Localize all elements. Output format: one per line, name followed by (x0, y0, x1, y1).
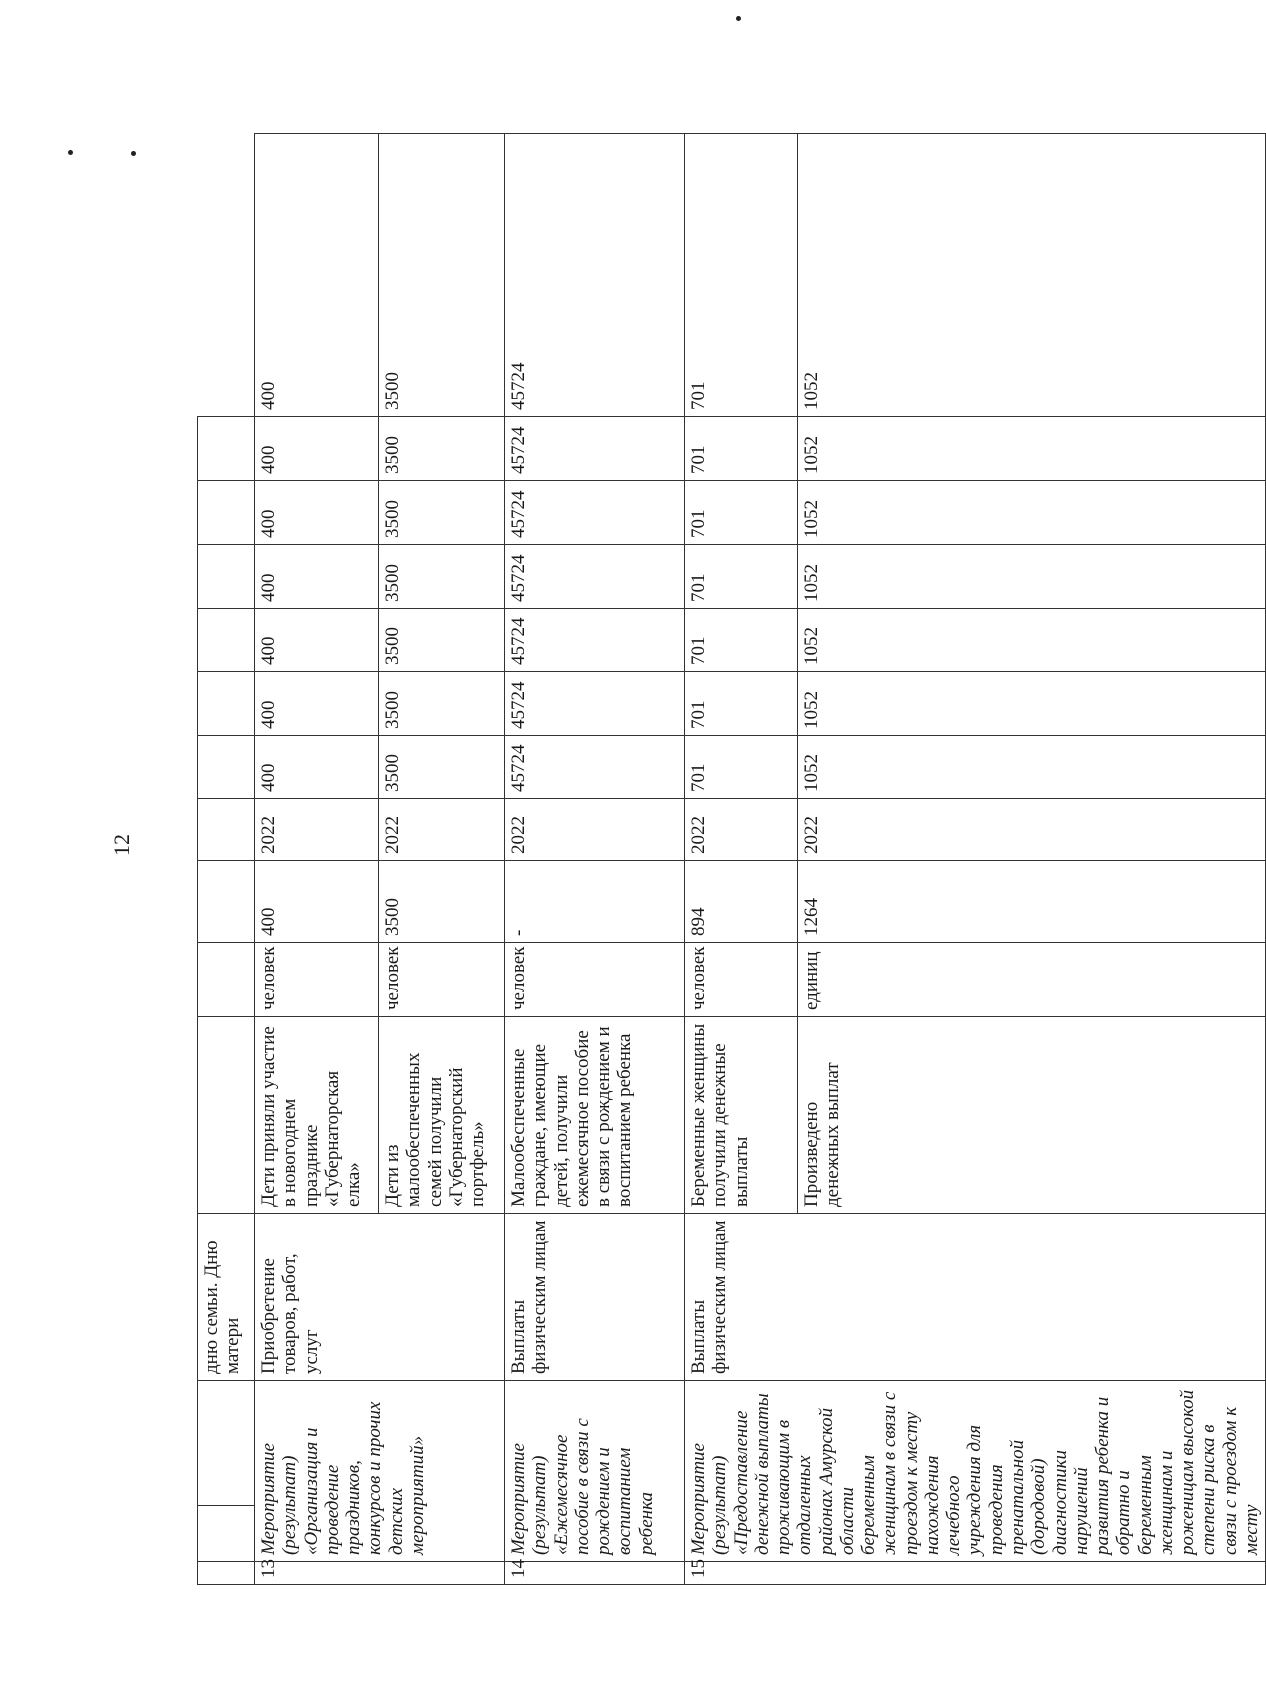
cell-empty (198, 481, 255, 545)
value-cell: 400 (255, 481, 379, 545)
indicator-cell: Произведено денежных выплат (798, 1017, 1266, 1214)
base-year-cell: 2022 (379, 799, 505, 861)
table-row (685, 134, 798, 1585)
page-number: 12 (109, 834, 134, 856)
unit-cell: единиц (798, 943, 1266, 1017)
continuation-text: дню семьи. Дню матери (198, 1214, 255, 1381)
value-cell: 1052 (798, 134, 1266, 417)
value-cell: 400 (255, 736, 379, 799)
value-cell: 45724 (505, 736, 685, 799)
value-cell: 400 (255, 672, 379, 736)
value-cell: 701 (685, 481, 798, 545)
row-number: 15 (685, 1562, 1266, 1585)
cell-empty (198, 1506, 255, 1562)
value-cell: 400 (255, 545, 379, 609)
value-cell: 45724 (505, 545, 685, 609)
value-cell: 400 (255, 609, 379, 672)
value-cell: 1052 (798, 417, 1266, 481)
value-cell: 701 (685, 134, 798, 417)
indicator-cell: Дети из малообеспеченных семей получили «Губернаторский портфель» (379, 1017, 505, 1214)
indicator-cell: Малообеспеченные граждане, имеющие детей, получили ежемесячное пособие в связи с рождением и воспитанием ребенка (505, 1017, 685, 1214)
value-cell: 3500 (379, 417, 505, 481)
measure-cell: Мероприятие (результат) «Предоставление денежной выплаты проживающим в отдаленных районах Амурской области беременным женщинам в связи с проездом к месту нахождения лечебного учреждения для проведения пренатальной (дородовой) диагностики нарушений развития ребенка и обратно и беременным женщинам и роженицам высокой степени риска в связи с проездом к месту (685, 1381, 1266, 1562)
base-year-cell: 2022 (798, 799, 1266, 861)
unit-cell: человек (505, 943, 685, 1017)
measure-cell: Мероприятие (результат) «Ежемесячное пособие в связи с рождением и воспитанием ребенка (505, 1381, 685, 1562)
cell-empty (198, 672, 255, 736)
cell-empty (198, 943, 255, 1017)
cell-empty (198, 1381, 255, 1506)
cell-empty (198, 861, 255, 943)
value-cell: 45724 (505, 417, 685, 481)
measure-cell: Мероприятие (результат) «Организация и проведение праздников, конкурсов и прочих детских мероприятий» (255, 1381, 505, 1562)
value-cell: 701 (685, 545, 798, 609)
value-cell: 3500 (379, 736, 505, 799)
unit-cell: человек (685, 943, 798, 1017)
base-year-cell: 2022 (505, 799, 685, 861)
value-cell: 701 (685, 672, 798, 736)
cell-empty (198, 609, 255, 672)
cell-empty (198, 799, 255, 861)
value-cell: 45724 (505, 672, 685, 736)
cell-empty (198, 1562, 255, 1585)
base-value-cell: - (505, 861, 685, 943)
base-value-cell: 3500 (379, 861, 505, 943)
unit-cell: человек (379, 943, 505, 1017)
table-row (255, 134, 379, 1585)
type-cell: Приобретение товаров, работ, услуг (255, 1214, 505, 1381)
rotated-table-container (197, 133, 1262, 1585)
base-value-cell: 400 (255, 861, 379, 943)
value-cell: 400 (255, 134, 379, 417)
value-cell: 701 (685, 417, 798, 481)
scan-speck (131, 151, 136, 156)
table-row-continuation (198, 134, 255, 1585)
base-value-cell: 1264 (798, 861, 1266, 943)
type-cell: Выплаты физическим лицам (685, 1214, 1266, 1381)
indicator-cell: Дети приняли участие в новогоднем празднике «Губернаторская елка» (255, 1017, 379, 1214)
base-value-cell: 894 (685, 861, 798, 943)
base-year-cell: 2022 (255, 799, 379, 861)
value-cell: 3500 (379, 609, 505, 672)
value-cell: 3500 (379, 134, 505, 417)
scan-speck (68, 150, 73, 155)
value-cell: 3500 (379, 481, 505, 545)
base-year-cell: 2022 (685, 799, 798, 861)
value-cell: 1052 (798, 481, 1266, 545)
value-cell: 701 (685, 609, 798, 672)
unit-cell: человек (255, 943, 379, 1017)
value-cell: 1052 (798, 736, 1266, 799)
value-cell: 701 (685, 736, 798, 799)
value-cell: 45724 (505, 609, 685, 672)
value-cell: 45724 (505, 134, 685, 417)
row-number: 13 (255, 1562, 505, 1585)
value-cell: 3500 (379, 672, 505, 736)
cell-empty (198, 417, 255, 481)
results-table (197, 133, 1266, 1585)
value-cell: 400 (255, 417, 379, 481)
row-number: 14 (505, 1562, 685, 1585)
value-cell: 45724 (505, 481, 685, 545)
value-cell: 1052 (798, 609, 1266, 672)
value-cell: 3500 (379, 545, 505, 609)
type-cell: Выплаты физическим лицам (505, 1214, 685, 1381)
cell-empty (198, 736, 255, 799)
cell-empty (198, 1017, 255, 1214)
value-cell: 1052 (798, 672, 1266, 736)
cell-empty (198, 545, 255, 609)
scan-speck (736, 16, 741, 21)
indicator-cell: Беременные женщины получили денежные выплаты (685, 1017, 798, 1214)
value-cell: 1052 (798, 545, 1266, 609)
table-row (505, 134, 685, 1585)
